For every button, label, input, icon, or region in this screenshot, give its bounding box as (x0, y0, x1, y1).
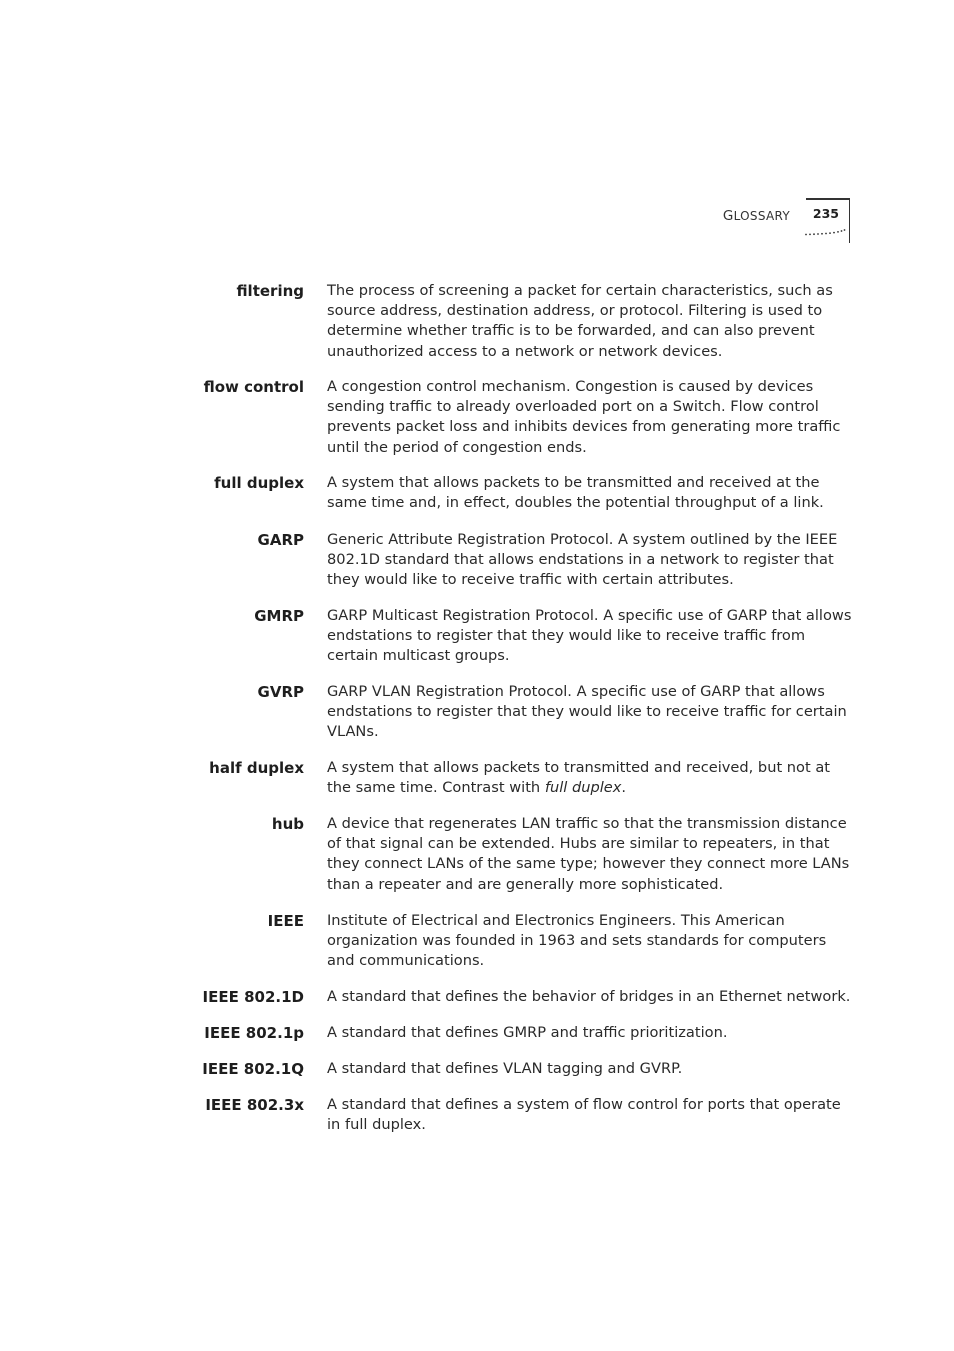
glossary-definition: A device that regenerates LAN traffic so that the transmission distance of that signal can be extended. Hubs are similar to repeaters, in that they connect LANs of the same type; however they connect more LANs than a repeater and are generally more sophisticated. (327, 815, 850, 893)
glossary-definition: Generic Attribute Registration Protocol. A system outlined by the IEEE 802.1D standard that allows endstations in a network to register that they would like to receive traffic with certain attributes. (327, 531, 838, 589)
glossary-definition (327, 758, 857, 814)
glossary-definition: A standard that defines a system of flow control for ports that operate in full duplex. (327, 1096, 841, 1134)
glossary-term: half duplex (209, 759, 304, 777)
glossary-term: GARP (257, 531, 304, 549)
glossary-definition: A standard that defines GMRP and traffic prioritization. (327, 1024, 728, 1041)
glossary-definition: A system that allows packets to be transmitted and received at the same time and, in effect, doubles the potential throughput of a link. (327, 474, 824, 512)
glossary-entry-ieee-802-1d (0, 987, 954, 1023)
glossary-term: filtering (236, 282, 304, 300)
header-rule-vertical (849, 198, 851, 243)
glossary-term: IEEE 802.1p (204, 1024, 304, 1042)
glossary-definition: A standard that defines the behavior of bridges in an Ethernet network. (327, 988, 851, 1005)
glossary-term: IEEE 802.3x (205, 1096, 304, 1114)
glossary-list (0, 281, 954, 1139)
glossary-term: IEEE 802.1Q (202, 1060, 304, 1078)
glossary-definition: GARP Multicast Registration Protocol. A specific use of GARP that allows endstations to register that they would like to receive traffic from certain multicast groups. (327, 607, 852, 665)
glossary-term: hub (271, 815, 304, 833)
glossary-entry-garp (0, 530, 954, 606)
glossary-term: GVRP (257, 683, 304, 701)
section-title (723, 208, 790, 224)
glossary-term: IEEE 802.1D (202, 988, 304, 1006)
glossary-entry-ieee-802-1q (0, 1059, 954, 1095)
glossary-definition: A standard that defines VLAN tagging and GVRP. (327, 1060, 683, 1077)
cross-reference: full duplex (544, 779, 622, 797)
glossary-entry-gvrp (0, 682, 954, 758)
dotted-ornament-icon (805, 228, 847, 236)
definition-text: A system that allows packets to transmitted and received, but not at the same time. Contrast with (327, 759, 831, 797)
glossary-entry-ieee-802-1p (0, 1023, 954, 1059)
glossary-definition: A congestion control mechanism. Congestion is caused by devices sending traffic to already overloaded port on a Switch. Flow control prevents packet loss and inhibits devices from generating more traffic until the period of congestion ends. (327, 378, 841, 456)
definition-text-end: . (621, 779, 627, 797)
page-number: 235 (812, 206, 839, 221)
glossary-definition: The process of screening a packet for certain characteristics, such as source address, destination address, or protocol. Filtering is used to determine whether traffic is to be forwarded, and can also prevent unauthorized access to a network or network devices. (327, 282, 833, 360)
glossary-entry-flow-control (0, 377, 954, 473)
glossary-entry-gmrp (0, 606, 954, 682)
glossary-term: flow control (203, 378, 304, 396)
glossary-definition: GARP VLAN Registration Protocol. A specific use of GARP that allows endstations to register that they would like to receive traffic for certain VLANs. (327, 683, 847, 741)
header-rule-horizontal (806, 198, 850, 200)
glossary-entry-filtering (0, 281, 954, 377)
section-title-initial: G (722, 208, 734, 224)
glossary-term: full duplex (214, 474, 304, 492)
glossary-entry-full-duplex (0, 473, 954, 530)
glossary-entry-hub (0, 814, 954, 911)
glossary-term: GMRP (254, 607, 304, 625)
glossary-definition: Institute of Electrical and Electronics Engineers. This American organization was founded in 1963 and sets standards for computers and communications. (327, 912, 827, 970)
glossary-entry-half-duplex (0, 758, 954, 814)
page-header (700, 198, 850, 244)
glossary-term: IEEE (267, 912, 304, 930)
glossary-entry-ieee (0, 911, 954, 987)
glossary-entry-ieee-802-3x (0, 1095, 954, 1139)
section-title-rest: LOSSARY (733, 209, 790, 223)
